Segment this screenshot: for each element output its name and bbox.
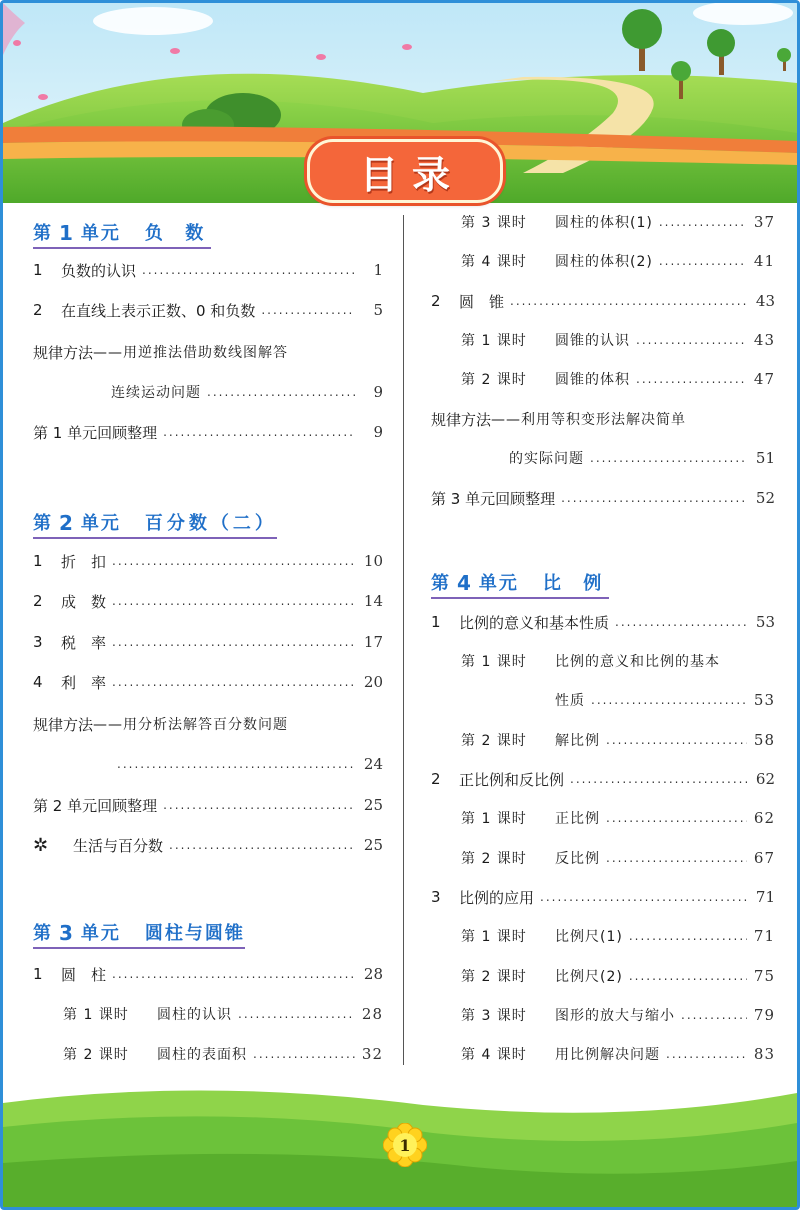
unit-4-heading	[431, 563, 609, 599]
entry-page: 43	[755, 292, 775, 310]
method-head: 规律方法	[33, 343, 94, 362]
lesson-number: 第 3 课时	[461, 215, 527, 231]
entry-number: 1	[33, 552, 43, 570]
entry-label: 税 率	[61, 633, 107, 652]
entry-page: 14	[363, 592, 383, 610]
entry-page: 37	[753, 213, 775, 231]
lesson-label: 图形的放大与缩小	[555, 1008, 675, 1024]
entry-page: 75	[753, 967, 775, 985]
entry-label: 折 扣	[61, 552, 107, 571]
leader-dots	[142, 262, 355, 278]
toc-entry[interactable]	[431, 766, 775, 792]
column-divider	[403, 215, 404, 1065]
entry-label: 圆 柱	[61, 965, 107, 984]
toc-entry[interactable]	[431, 288, 775, 314]
lesson-entry[interactable]	[431, 366, 775, 392]
lesson-label: 解比例	[555, 733, 600, 749]
leader-dots	[163, 797, 355, 813]
entry-label: 比例的意义和基本性质	[459, 613, 610, 632]
method-text-cont: 的实际问题	[509, 451, 584, 467]
entry-page: 41	[753, 252, 775, 270]
entry-number: 1	[431, 613, 441, 631]
entry-page: 5	[373, 301, 383, 319]
leader-dots	[163, 424, 355, 440]
toc-entry[interactable]	[431, 609, 775, 635]
leader-dots	[261, 302, 355, 318]
review-entry[interactable]	[431, 485, 775, 511]
unit-name: 百分数（二）	[144, 513, 277, 534]
lesson-label: 用比例解决问题	[555, 1047, 660, 1063]
unit-number: 2	[59, 511, 75, 535]
entry-page: 9	[373, 383, 383, 401]
leader-dots	[659, 253, 747, 269]
review-label: 第 1 单元回顾整理	[33, 423, 158, 442]
method-text: ——用分析法解答百分数问题	[93, 717, 289, 733]
lesson-entry[interactable]	[33, 1041, 383, 1067]
entry-page: 52	[755, 489, 775, 507]
leader-dots	[169, 837, 355, 853]
entry-page: 62	[753, 809, 775, 827]
entry-page: 24	[363, 755, 383, 773]
lesson-entry[interactable]	[431, 1041, 775, 1067]
leader-dots	[681, 1007, 747, 1023]
lesson-number: 第 4 课时	[461, 254, 527, 270]
leader-dots	[606, 810, 747, 826]
toc-entry[interactable]	[33, 548, 383, 574]
lesson-label: 圆锥的体积	[555, 372, 630, 388]
unit-number: 1	[59, 221, 75, 245]
lesson-entry[interactable]	[431, 248, 775, 274]
entry-number: 2	[431, 770, 441, 788]
lesson-label: 圆柱的表面积	[157, 1047, 247, 1063]
unit-prefix: 第	[431, 573, 451, 594]
toc-entry[interactable]	[33, 588, 383, 614]
entry-page: 53	[755, 613, 775, 631]
unit-name: 比 例	[542, 573, 610, 594]
entry-label: 利 率	[61, 673, 107, 692]
entry-label: 圆 锥	[459, 292, 505, 311]
lesson-number: 第 1 课时	[461, 929, 527, 945]
unit-word: 单元	[80, 513, 121, 534]
entry-number: 2	[431, 292, 441, 310]
page-number: 1	[399, 1135, 411, 1155]
entry-page: 25	[363, 796, 383, 814]
lesson-entry[interactable]	[431, 1002, 775, 1028]
page-number-badge	[383, 1123, 427, 1167]
lesson-number: 第 3 课时	[461, 1008, 527, 1024]
entry-page: 9	[373, 423, 383, 441]
lesson-number: 第 1 课时	[461, 654, 527, 670]
method-head: 规律方法	[33, 715, 94, 734]
lesson-number: 第 1 课时	[63, 1007, 129, 1023]
lesson-number: 第 1 课时	[461, 811, 527, 827]
lesson-entry[interactable]	[431, 648, 775, 674]
entry-label: 在直线上表示正数、0 和负数	[61, 301, 256, 320]
method-entry-continued[interactable]	[431, 445, 775, 471]
entry-page: 28	[361, 1005, 383, 1023]
entry-label: 比例的应用	[459, 888, 535, 907]
unit-word: 单元	[80, 923, 121, 944]
entry-number: 1	[33, 261, 43, 279]
unit-2-heading	[33, 503, 277, 539]
method-entry[interactable]	[33, 711, 383, 737]
lesson-entry[interactable]	[431, 727, 775, 753]
lesson-entry[interactable]	[431, 327, 775, 353]
unit-name: 圆柱与圆锥	[144, 923, 245, 944]
toc-title-badge	[307, 139, 503, 203]
leader-dots	[117, 756, 355, 772]
leader-dots	[570, 771, 747, 787]
toc-entry[interactable]	[33, 257, 383, 283]
method-entry-continued[interactable]	[33, 379, 383, 405]
leader-dots	[207, 384, 355, 400]
lesson-number: 第 1 课时	[461, 333, 527, 349]
flower-icon: ✲	[33, 834, 49, 856]
leader-dots	[112, 966, 355, 982]
toc-entry[interactable]	[33, 629, 383, 655]
unit-prefix: 第	[33, 223, 53, 244]
leader-dots	[636, 332, 747, 348]
entry-page: 17	[363, 633, 383, 651]
unit-prefix: 第	[33, 923, 53, 944]
review-label: 第 2 单元回顾整理	[33, 796, 158, 815]
lesson-entry[interactable]	[431, 805, 775, 831]
leader-dots	[659, 214, 747, 230]
leader-dots	[561, 490, 747, 506]
entry-label: 成 数	[61, 592, 107, 611]
entry-page: 10	[363, 552, 383, 570]
lesson-number: 第 2 课时	[461, 733, 527, 749]
leader-dots	[112, 593, 355, 609]
entry-page: 53	[753, 691, 775, 709]
lesson-number: 第 2 课时	[63, 1047, 129, 1063]
lesson-entry[interactable]	[431, 963, 775, 989]
toc-entry[interactable]	[33, 669, 383, 695]
entry-page: 62	[755, 770, 775, 788]
leader-dots	[615, 614, 747, 630]
unit-1-heading	[33, 213, 211, 249]
lesson-entry[interactable]	[431, 923, 775, 949]
method-entry[interactable]	[33, 339, 383, 365]
toc-entry[interactable]	[431, 884, 775, 910]
lesson-label: 正比例	[555, 811, 600, 827]
leader-dots	[629, 928, 747, 944]
lesson-label: 反比例	[555, 851, 600, 867]
leader-dots	[591, 692, 747, 708]
lesson-entry[interactable]	[431, 209, 775, 235]
unit-number: 3	[59, 921, 75, 945]
entry-number: 2	[33, 592, 43, 610]
leader-dots	[112, 674, 355, 690]
lesson-label: 比例的意义和比例的基本	[555, 654, 720, 670]
leader-dots	[606, 850, 747, 866]
lesson-number: 第 2 课时	[461, 851, 527, 867]
entry-page: 79	[753, 1006, 775, 1024]
unit-name: 负 数	[144, 223, 212, 244]
method-entry-continued[interactable]	[33, 751, 383, 777]
review-entry[interactable]	[33, 419, 383, 445]
entry-page: 43	[753, 331, 775, 349]
entry-page: 71	[753, 927, 775, 945]
entry-page: 51	[755, 449, 775, 467]
entry-label: 负数的认识	[61, 261, 137, 280]
extra-entry[interactable]	[33, 832, 383, 858]
leader-dots	[629, 968, 747, 984]
entry-page: 28	[363, 965, 383, 983]
entry-page: 1	[373, 261, 383, 279]
leader-dots	[253, 1046, 355, 1062]
method-entry[interactable]	[431, 406, 775, 432]
leader-dots	[238, 1006, 355, 1022]
entry-page: 20	[363, 673, 383, 691]
review-label: 第 3 单元回顾整理	[431, 489, 556, 508]
lesson-number: 第 4 课时	[461, 1047, 527, 1063]
lesson-number: 第 2 课时	[461, 372, 527, 388]
toc-entry[interactable]	[33, 961, 383, 987]
lesson-entry[interactable]	[431, 845, 775, 871]
leader-dots	[510, 293, 747, 309]
unit-number: 4	[457, 571, 473, 595]
leader-dots	[112, 634, 355, 650]
entry-number: 3	[33, 633, 43, 651]
entry-number: 3	[431, 888, 441, 906]
leader-dots	[112, 553, 355, 569]
entry-number: 4	[33, 673, 43, 691]
entry-number: 1	[33, 965, 43, 983]
method-text: ——利用等积变形法解决简单	[491, 412, 687, 428]
toc-entry[interactable]	[33, 297, 383, 323]
lesson-number: 第 2 课时	[461, 969, 527, 985]
lesson-label: 圆柱的体积(2)	[555, 254, 653, 270]
lesson-entry-continued[interactable]	[431, 687, 775, 713]
leader-dots	[666, 1046, 747, 1062]
entry-label: 生活与百分数	[73, 836, 164, 855]
entry-page: 58	[753, 731, 775, 749]
lesson-entry[interactable]	[33, 1001, 383, 1027]
leader-dots	[540, 889, 747, 905]
unit-word: 单元	[478, 573, 519, 594]
review-entry[interactable]	[33, 792, 383, 818]
lesson-label-cont: 性质	[555, 693, 585, 709]
leader-dots	[636, 371, 747, 387]
entry-page: 67	[753, 849, 775, 867]
entry-page: 25	[363, 836, 383, 854]
lesson-label: 圆柱的认识	[157, 1007, 232, 1023]
toc-title: 目录	[359, 152, 464, 197]
unit-word: 单元	[80, 223, 121, 244]
entry-page: 83	[753, 1045, 775, 1063]
entry-label: 正比例和反比例	[459, 770, 565, 789]
method-text: ——用逆推法借助数线图解答	[93, 345, 289, 361]
leader-dots	[606, 732, 747, 748]
leader-dots	[590, 450, 747, 466]
unit-prefix: 第	[33, 513, 53, 534]
method-text-cont: 连续运动问题	[111, 385, 201, 401]
lesson-label: 比例尺(1)	[555, 929, 623, 945]
entry-page: 47	[753, 370, 775, 388]
method-head: 规律方法	[431, 410, 492, 429]
lesson-label: 比例尺(2)	[555, 969, 623, 985]
lesson-label: 圆锥的认识	[555, 333, 630, 349]
entry-number: 2	[33, 301, 43, 319]
unit-3-heading	[33, 913, 245, 949]
entry-page: 71	[755, 888, 775, 906]
entry-page: 32	[361, 1045, 383, 1063]
lesson-label: 圆柱的体积(1)	[555, 215, 653, 231]
